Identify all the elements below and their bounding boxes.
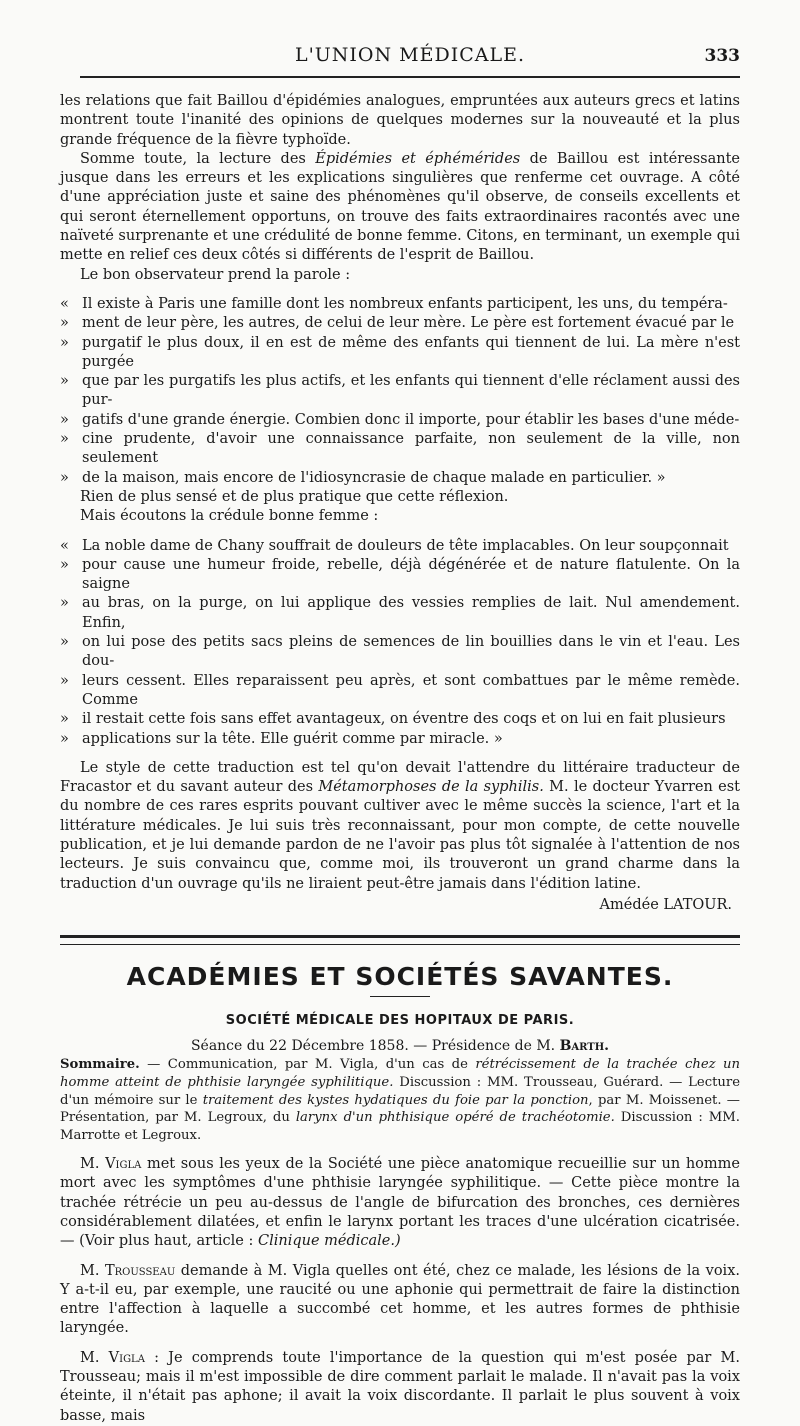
page-body (60, 92, 740, 1426)
quote-mark: » (60, 334, 69, 351)
quote-mark: » (60, 315, 69, 332)
quote-text: Il existe à Paris une famille dont les nombreux enfants participent, les uns, du tempéra- (82, 295, 728, 312)
section-title: ACADÉMIES ET SOCIÉTÉS SAVANTES. (126, 962, 674, 992)
quote-text: au bras, on la purge, on lui applique des vessies remplies de lait. Nul amendement. Enfin, (82, 595, 740, 631)
quote-text: La noble dame de Chany souffrait de douleurs de tête implacables. On leur soupçonnait (82, 537, 729, 554)
quote-line (60, 633, 740, 672)
quote-line (60, 556, 740, 595)
quote-mark: » (60, 469, 69, 486)
quote-mark: » (60, 411, 69, 428)
quote-text: purgatif le plus doux, il en est de même des enfants qui tiennent de lui. La mère n'est purgée (82, 334, 740, 370)
section-divider (60, 935, 740, 945)
paragraph: Somme toute, la lecture des Épidémies et éphémérides de Baillou est intéressante jusque dans les erreurs et les explications singulières que renferme cet ouvrage. A côté d'une appréciation juste et saine des phénomènes qu'il observe, de conseils excellents et qui seront éternellement opportuns, on trouve des faits extraordinaires racontés avec une naïveté surprenante et une crédulité de bonne femme. Citons, en terminant, un exemple qui mette en relief ces deux côtés si différents de l'esprit de Baillou. (60, 150, 740, 264)
quote-mark: » (60, 672, 69, 689)
quote-mark: » (60, 595, 69, 612)
quote-line (60, 594, 740, 633)
running-header (80, 40, 740, 78)
quote-line (60, 672, 740, 711)
paragraph: Rien de plus sensé et de plus pratique que cette réflexion. (80, 488, 509, 505)
quote-line (60, 295, 740, 314)
quote-text: gatifs d'une grande énergie. Combien donc il importe, pour établir les bases d'une méde- (82, 411, 740, 428)
page-number: 333 (704, 46, 740, 66)
quote-mark: » (60, 373, 69, 390)
speaker-name: M. Vigla (80, 1156, 142, 1173)
quotation-2 (60, 537, 740, 749)
paragraph: Le bon observateur prend la parole : (80, 266, 351, 283)
quotation-1 (60, 295, 740, 488)
quote-text: ment de leur père, les autres, de celui de leur mère. Le père est fortement évacué par le (82, 315, 735, 332)
quote-text: de la maison, mais encore de l'idiosyncrasie de chaque malade en particulier. » (82, 469, 666, 486)
quote-mark: » (60, 711, 69, 728)
author-signature: Amédée LATOUR. (599, 896, 732, 913)
journal-title: L'UNION MÉDICALE. (294, 44, 526, 66)
quote-line (60, 372, 740, 411)
quote-line (60, 469, 740, 488)
quote-line (60, 334, 740, 373)
book-title: Épidémies et éphémérides (315, 150, 521, 167)
quote-mark: » (60, 730, 69, 747)
quote-line (60, 411, 740, 430)
session-line: Séance du 22 Décembre 1858. — Présidence de M. Barth. (190, 1037, 610, 1054)
president-name: Barth. (559, 1037, 610, 1054)
quote-mark: » (60, 556, 69, 573)
quote-mark: « (60, 295, 69, 312)
minutes-paragraph: M. Trousseau demande à M. Vigla quelles ont été, chez ce malade, les lésions de la voix. Y a-t-il eu, par exemple, une raucité ou une aphonie qui permettrait de faire la distinction entre l'affection à laquelle a succombé cet homme, et les autres formes de phthisie laryngée. (60, 1262, 740, 1337)
sommaire-label: Sommaire. (60, 1057, 140, 1073)
minutes-paragraph: M. Vigla met sous les yeux de la Société une pièce anatomique recueillie sur un homme mort avec les symptômes d'une phthisie laryngée syphilitique. — Cette pièce montre la trachée rétrécie un peu au-dessus de l'angle de bifurcation des bronches, ces dernières considérablement dilatées, et enfin le larynx portant les traces d'une ulcération cicatrisée. — (Voir plus haut, article : Clinique médicale.) (60, 1156, 740, 1250)
paragraph: Le style de cette traduction est tel qu'on devait l'attendre du littéraire traducteur de Fracastor et du savant auteur des Métamorphoses de la syphilis. M. le docteur Yvarren est du nombre de ces rares esprits pouvant cultiver avec le même succès la science, l'art et la littérature médicales. Je lui suis très reconnaissant, pour mon compte, de cette nouvelle publication, et je lui demande pardon de ne l'avoir pas plus tôt signalée à l'attention de nos lecteurs. Je suis convaincu que, comme moi, ils trouveront un grand charme dans la traduction d'un ouvrage qu'ils ne liraient peut-être jamais dans l'édition latine. (60, 759, 740, 892)
quote-text: cine prudente, d'avoir une connaissance parfaite, non seulement de la ville, non seulement (82, 431, 740, 467)
society-heading: SOCIÉTÉ MÉDICALE DES HOPITAUX DE PARIS. (225, 1013, 575, 1029)
quote-mark: » (60, 431, 69, 448)
quote-line (60, 710, 740, 729)
quote-mark: » (60, 634, 69, 651)
book-title: Métamorphoses de la syphilis. (318, 779, 544, 796)
paragraph: les relations que fait Baillou d'épidémies analogues, empruntées aux auteurs grecs et latins montrent toute l'inanité des opinions de quelques modernes sur la nouveauté et la plus grande fréquence de la fièvre typhoïde. (60, 93, 740, 148)
title-underline (370, 996, 430, 997)
quote-mark: « (60, 537, 69, 554)
quote-line (60, 430, 740, 469)
sommaire: Sommaire. — Communication, par M. Vigla, d'un cas de rétrécissement de la trachée chez un homme atteint de phthisie laryngée syphilitique. Discussion : MM. Trousseau, Guérard. — Lecture d'un mémoire sur le traitement des kystes hydatiques du foie par la ponction, par M. Moissenet. — Présentation, par M. Legroux, du larynx d'un phthisique opéré de trachéotomie. Discussion : MM. Marrotte et Legroux. (60, 1057, 741, 1144)
quote-text: applications sur la tête. Elle guérit comme par miracle. » (82, 730, 503, 747)
quote-line (60, 314, 740, 333)
quote-text: il restait cette fois sans effet avantageux, on éventre des coqs et on lui en fait plusieurs (82, 711, 726, 728)
quote-line (60, 730, 740, 749)
paragraph: Mais écoutons la crédule bonne femme : (80, 508, 379, 525)
speaker-name: M. Vigla (80, 1349, 145, 1366)
quote-text: on lui pose des petits sacs pleins de semences de lin bouillies dans le vin et l'eau. Les dou- (82, 634, 740, 670)
quote-text: que par les purgatifs les plus actifs, et les enfants qui tiennent d'elle réclament aussi des pur- (82, 373, 740, 409)
quote-line (60, 537, 740, 556)
quote-text: pour cause une humeur froide, rebelle, déjà dégénérée et de nature flatulente. On la saigne (82, 556, 740, 593)
minutes-paragraph: M. Vigla : Je comprends toute l'importance de la question qui m'est posée par M. Trousseau; mais il m'est impossible de dire comment parlait le malade. Il n'avait pas la voix éteinte, il n'était pas aphone; il avait la voix discordante. Il parlait le plus souvent à voix basse, mais (60, 1349, 740, 1424)
quote-text: leurs cessent. Elles reparaissent peu après, et sont combattues par le même remède. Comme (82, 672, 740, 708)
speaker-name: M. Trousseau (80, 1262, 176, 1279)
